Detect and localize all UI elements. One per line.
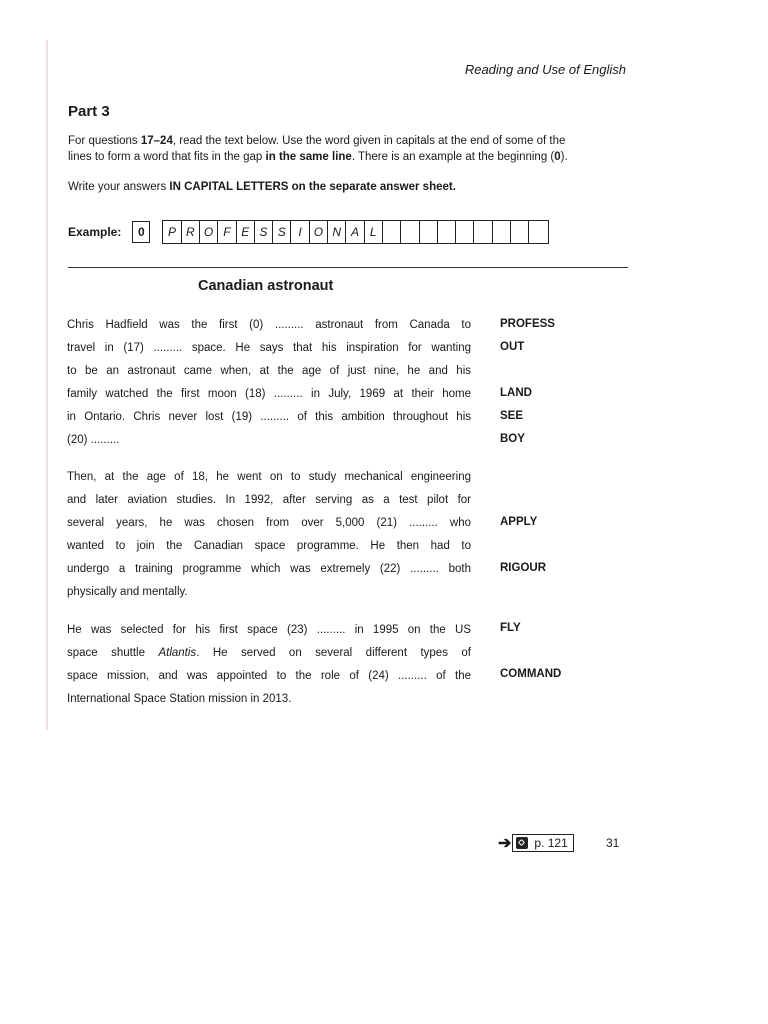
text-line: Chris Hadfield was the first (0) ......... astronaut from Canada to (67, 319, 471, 331)
instructions-line-1: For questions 17–24, read the text below. Use the word given in capitals at the end of some of the (68, 135, 566, 147)
answer-cell (456, 221, 474, 243)
answer-cell: S (255, 221, 273, 243)
answer-cell: O (310, 221, 328, 243)
answer-cell (383, 221, 401, 243)
running-head: Reading and Use of English (464, 62, 626, 77)
text-line: space shuttle Atlantis. He served on several different types of (67, 647, 471, 659)
keyword: BOY (500, 433, 525, 445)
instructions-line-2: lines to form a word that fits in the gap in the same line. There is an example at the beginning (0). (68, 151, 568, 163)
section-divider (68, 267, 628, 268)
keyword: SEE (500, 410, 524, 422)
text-line: undergo a training programme which was extremely (22) ......... both (67, 563, 471, 575)
text-line: space mission, and was appointed to the role of (24) ......... of the (67, 670, 471, 682)
text-line: travel in (17) ......... space. He says that his inspiration for wanting (67, 342, 471, 354)
reference-page: p. 121 (534, 836, 568, 850)
text-line: and later aviation studies. In 1992, after serving as a test pilot for (67, 494, 471, 506)
answer-cell (420, 221, 438, 243)
answer-cell (474, 221, 492, 243)
keyword: OUT (500, 341, 525, 353)
example-row (68, 219, 549, 245)
answer-cell: S (273, 221, 291, 243)
text-line: He was selected for his first space (23) ......... in 1995 on the US (67, 624, 471, 636)
text-line: several years, he was chosen from over 5,000 (21) ......... who (67, 517, 471, 529)
article-title: Canadian astronaut (198, 278, 334, 294)
text-line: Then, at the age of 18, he went on to study mechanical engineering (67, 471, 471, 483)
answer-cell: L (365, 221, 383, 243)
text-line: wanted to join the Canadian space programme. He then had to (67, 540, 471, 552)
keyword: PROFESS (500, 318, 555, 330)
keyword: COMMAND (500, 668, 562, 680)
page-margin-line (46, 40, 48, 730)
text-line: family watched the first moon (18) ......... in July, 1969 at their home (67, 388, 471, 400)
answer-cell: O (200, 221, 218, 243)
answer-cell: E (237, 221, 255, 243)
answer-cell: N (328, 221, 346, 243)
instructions-line-3: Write your answers IN CAPITAL LETTERS on the separate answer sheet. (68, 181, 456, 193)
text-line: (20) ......... (67, 434, 120, 446)
answer-cell (529, 221, 547, 243)
page-number: 31 (606, 836, 620, 850)
keyword: LAND (500, 387, 532, 399)
answer-cell (493, 221, 511, 243)
book-reference-icon (516, 837, 528, 849)
answer-cell (511, 221, 529, 243)
reference-box (512, 834, 573, 852)
text-line: physically and mentally. (67, 586, 188, 598)
answer-cell: R (182, 221, 200, 243)
answer-cell: F (218, 221, 236, 243)
part-title: Part 3 (68, 103, 110, 120)
keyword: APPLY (500, 516, 538, 528)
answer-cell (438, 221, 456, 243)
answer-cell: P (163, 221, 181, 243)
text-line: International Space Station mission in 2013. (67, 693, 292, 705)
arrow-icon: ➔ (498, 835, 512, 852)
keyword: RIGOUR (500, 562, 546, 574)
text-line: to be an astronaut came when, at the age of just nine, he and his (67, 365, 471, 377)
answer-cell: I (291, 221, 309, 243)
example-label: Example: (68, 225, 122, 239)
text-line: in Ontario. Chris never lost (19) ......... of this ambition throughout his (67, 411, 471, 423)
answer-cell: A (346, 221, 364, 243)
example-answer-cells (162, 220, 548, 244)
example-number-box: 0 (132, 221, 150, 243)
keyword: FLY (500, 622, 521, 634)
page-reference (498, 833, 574, 853)
answer-cell (401, 221, 419, 243)
